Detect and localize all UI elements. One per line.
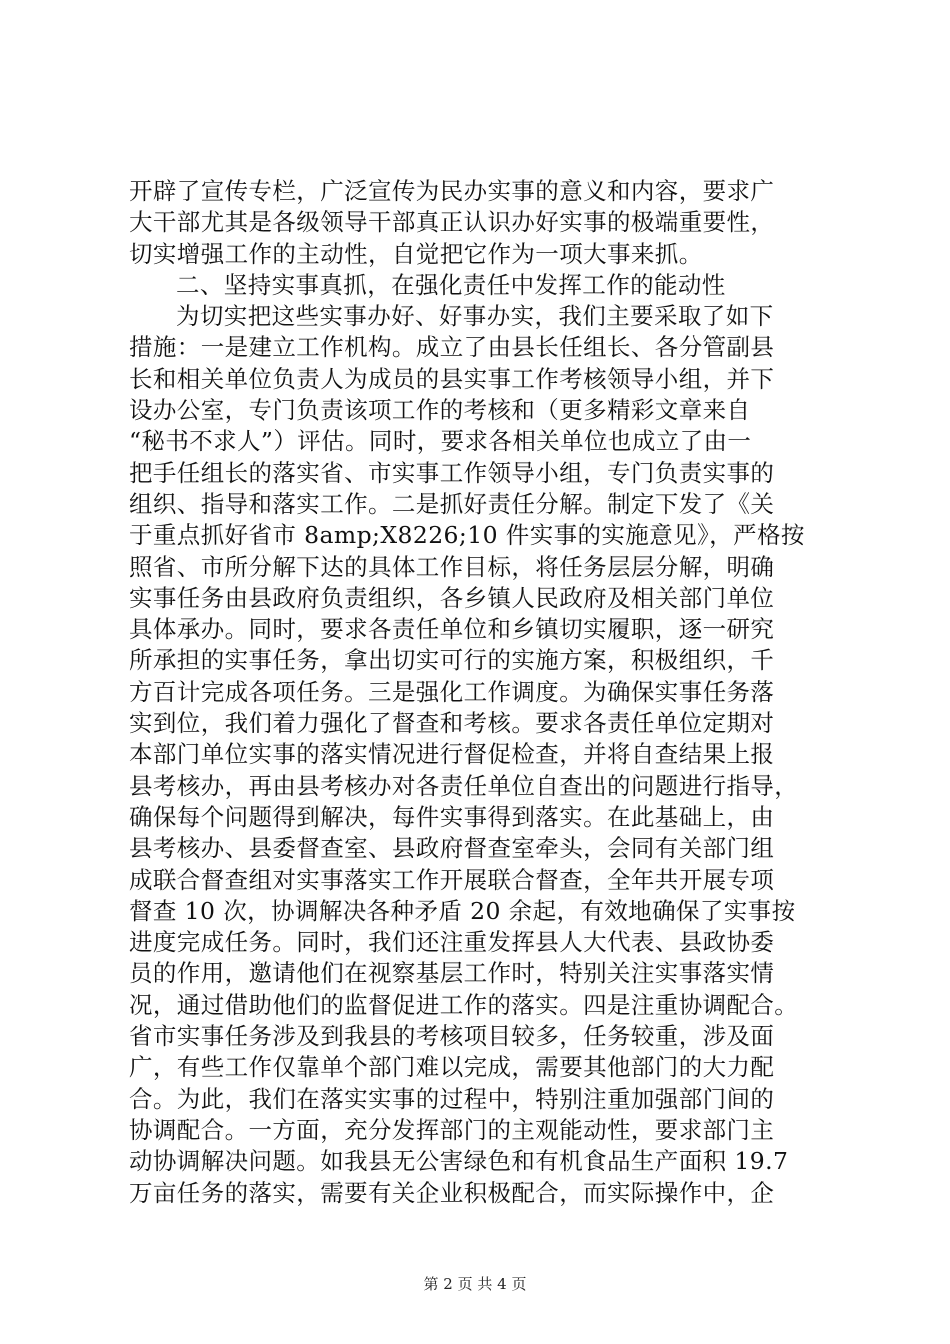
text-line: 督查 10 次，协调解决各种矛盾 20 余起，有效地确保了实事按 [129,896,796,925]
body-text [129,176,829,1209]
text-line: 动协调解决问题。如我县无公害绿色和有机食品生产面积 19.7 [129,1147,789,1176]
text-line: 具体承办。同时，要求各责任单位和乡镇切实履职，逐一研究 [129,615,775,644]
page-footer [0,1274,950,1294]
text-line: 所承担的实事任务，拿出切实可行的实施方案，积极组织，千 [129,646,775,675]
text-line: 员的作用，邀请他们在视察基层工作时，特别关注实事落实情 [129,959,775,988]
text-line: 合。为此，我们在落实实事的过程中，特别注重加强部门间的 [129,1084,775,1113]
text-line: 协调配合。一方面，充分发挥部门的主观能动性，要求部门主 [129,1115,775,1144]
text-line: 况，通过借助他们的监督促进工作的落实。四是注重协调配合。 [129,990,799,1019]
page-number-label: 第 2 页 共 4 页 [423,1275,527,1293]
text-line: 确保每个问题得到解决，每件实事得到落实。在此基础上，由 [129,802,775,831]
text-line: 广，有些工作仅靠单个部门难以完成，需要其他部门的大力配 [129,1053,775,1082]
text-line: 实到位，我们着力强化了督查和考核。要求各责任单位定期对 [129,709,775,738]
text-line: 开辟了宣传专栏，广泛宣传为民办实事的意义和内容，要求广 [129,177,775,205]
section-heading: 二、坚持实事真抓，在强化责任中发挥工作的能动性 [176,270,726,299]
text-line: 万亩任务的落实，需要有关企业积极配合，而实际操作中，企 [129,1178,775,1207]
text-line: 切实增强工作的主动性，自觉把它作为一项大事来抓。 [129,239,703,268]
text-line: 方百计完成各项任务。三是强化工作调度。为确保实事任务落 [129,677,775,706]
text-line: 省市实事任务涉及到我县的考核项目较多，任务较重，涉及面 [129,1022,775,1051]
text-line: 把手任组长的落实省、市实事工作领导小组，专门负责实事的 [129,458,775,487]
text-line: 县考核办、县委督查室、县政府督查室牵头，会同有关部门组 [129,834,775,863]
text-line: 长和相关单位负责人为成员的县实事工作考核领导小组，并下 [129,364,775,393]
text-line: 于重点抓好省市 8amp;X8226;10 件实事的实施意见》，严格按 [129,521,805,550]
text-line: 措施：一是建立工作机构。成立了由县长任组长、各分管副县 [129,333,775,362]
text-line: 县考核办，再由县考核办对各责任单位自查出的问题进行指导， [129,771,799,800]
text-line: 进度完成任务。同时，我们还注重发挥县人大代表、县政协委 [129,928,775,957]
text-line: 照省、市所分解下达的具体工作目标，将任务层层分解，明确 [129,552,775,581]
text-line: 本部门单位实事的落实情况进行督促检查，并将自查结果上报 [129,740,775,769]
text-line: 大干部尤其是各级领导干部真正认识办好实事的极端重要性， [129,208,775,237]
text-line: 设办公室，专门负责该项工作的考核和（更多精彩文章来自 [129,396,751,425]
text-line: “秘书不求人”）评估。同时，要求各相关单位也成立了由一 [129,427,752,456]
text-line: 实事任务由县政府负责组织，各乡镇人民政府及相关部门单位 [129,583,775,612]
text-line: 组织、指导和落实工作。二是抓好责任分解。制定下发了《关 [129,489,775,518]
text-line: 成联合督查组对实事落实工作开展联合督查，全年共开展专项 [129,865,775,894]
paragraph-first-line: 为切实把这些实事办好、好事办实，我们主要采取了如下 [176,302,774,331]
